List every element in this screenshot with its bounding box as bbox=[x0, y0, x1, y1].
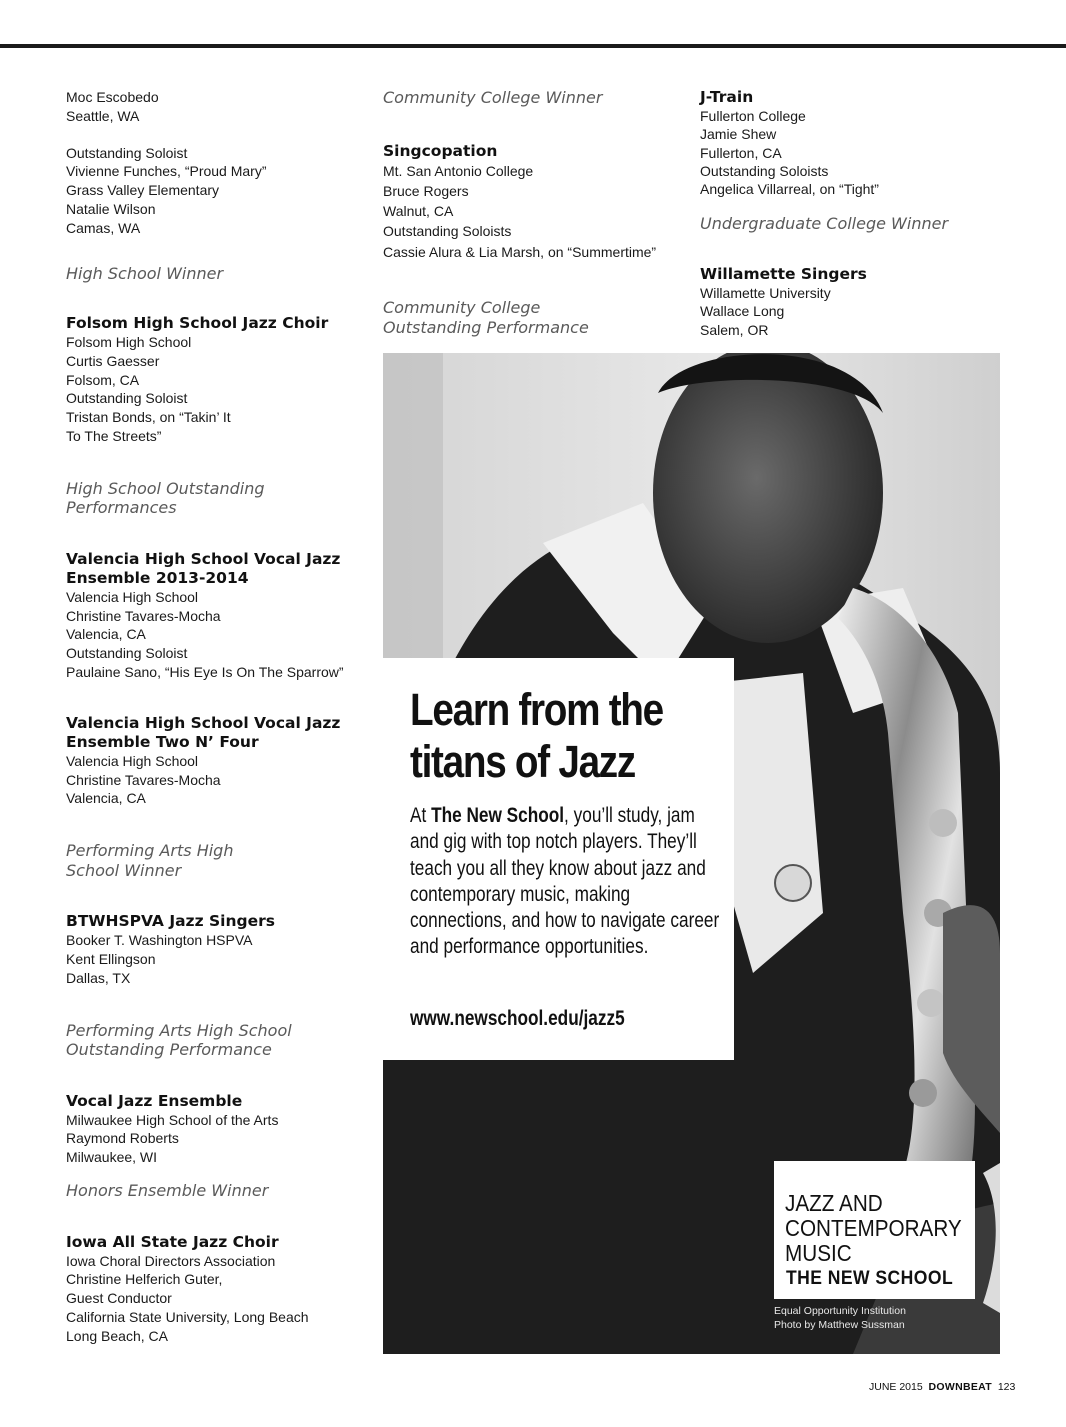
entry-line: Outstanding Soloist bbox=[66, 645, 188, 662]
entry-line: Valencia, CA bbox=[66, 790, 146, 807]
entry-iowa bbox=[66, 1252, 366, 1346]
entry-line: Valencia High School bbox=[66, 752, 199, 769]
winner-name: J-Train bbox=[700, 88, 754, 106]
entry-line: Valencia, CA bbox=[66, 626, 146, 643]
category-heading bbox=[66, 1021, 366, 1060]
top-rule bbox=[0, 44, 1066, 48]
entry-line: Moc Escobedo bbox=[66, 89, 159, 105]
entry-line: Salem, OR bbox=[700, 321, 769, 338]
entry-line: Christine Tavares-Mocha bbox=[66, 771, 221, 788]
logo-line: MUSIC bbox=[785, 1240, 852, 1266]
entry-line: Milwaukee High School of the Arts bbox=[66, 1111, 279, 1128]
page-folio bbox=[869, 1381, 1015, 1393]
new-school-logo bbox=[774, 1161, 975, 1299]
winner-name: Iowa All State Jazz Choir bbox=[66, 1232, 279, 1251]
entry-line: Christine Tavares-Mocha bbox=[66, 607, 221, 624]
entry-line: Vivienne Funches, “Proud Mary” bbox=[66, 163, 267, 180]
entry-willamette bbox=[700, 284, 1000, 339]
ad-headline bbox=[410, 684, 685, 788]
entry-line: Seattle, WA bbox=[66, 107, 140, 124]
body-rest: , you’ll study, jam and gig with top notch players. They’ll teach you all they know about jazz and contemporary music, making connections, and how to navigate career and performance opportunities. bbox=[410, 804, 720, 959]
ad-copy-panel bbox=[383, 658, 734, 1060]
entry-line: Cassie Alura & Lia Marsh, on “Summertime” bbox=[383, 243, 657, 260]
entry-line: Outstanding Soloist bbox=[66, 390, 188, 407]
folio-magazine: DOWNBEAT bbox=[928, 1381, 992, 1393]
winner-name: Singcopation bbox=[383, 141, 498, 160]
entry-line: Wallace Long bbox=[700, 303, 785, 320]
column-3 bbox=[700, 88, 1000, 339]
entry-folsom bbox=[66, 333, 366, 446]
entry-line: Tristan Bonds, on “Takin’ It bbox=[66, 409, 231, 426]
logo-program bbox=[785, 1191, 962, 1266]
fine-print-line: Equal Opportunity Institution bbox=[774, 1305, 906, 1317]
school-name: The New School bbox=[431, 804, 565, 827]
winner-name bbox=[66, 714, 366, 752]
logo-school-name: THE NEW SCHOOL bbox=[786, 1267, 954, 1289]
body-lead: At bbox=[410, 804, 432, 827]
category-heading bbox=[66, 479, 366, 518]
heading-line: Performances bbox=[66, 498, 177, 518]
entry-line: Outstanding Soloists bbox=[383, 223, 512, 240]
entry-line: California State University, Long Beach bbox=[66, 1308, 309, 1325]
entry-line: Kent Ellingson bbox=[66, 951, 156, 968]
category-heading: Community College Winner bbox=[383, 88, 603, 107]
entry-line: Guest Conductor bbox=[66, 1290, 172, 1307]
entry-line: Walnut, CA bbox=[383, 203, 454, 220]
heading-line: High School Outstanding bbox=[66, 478, 265, 498]
column-1 bbox=[66, 88, 366, 1346]
name-line: Valencia High School Vocal Jazz bbox=[66, 713, 341, 732]
logo-line: CONTEMPORARY bbox=[785, 1215, 962, 1241]
entry-line: Fullerton, CA bbox=[700, 144, 782, 161]
name-line: Ensemble 2013-2014 bbox=[66, 568, 249, 587]
entry-line: Folsom High School bbox=[66, 334, 192, 351]
entry-singcopation bbox=[383, 161, 683, 262]
entry-line: Iowa Choral Directors Association bbox=[66, 1252, 276, 1269]
entry-j-train bbox=[700, 107, 1000, 198]
entry-line: Grass Valley Elementary bbox=[66, 182, 220, 199]
winner-name: Vocal Jazz Ensemble bbox=[66, 1091, 243, 1110]
entry-btwhspva bbox=[66, 931, 366, 987]
category-heading bbox=[66, 841, 366, 880]
entry-line: Jamie Shew bbox=[700, 126, 777, 143]
category-heading: Honors Ensemble Winner bbox=[66, 1181, 269, 1201]
winner-name: Willamette Singers bbox=[700, 264, 867, 283]
entry-line: Mt. San Antonio College bbox=[383, 162, 534, 179]
entry-line: Booker T. Washington HSPVA bbox=[66, 932, 253, 949]
category-heading bbox=[383, 298, 683, 339]
entry-line: Long Beach, CA bbox=[66, 1327, 168, 1344]
logo-line: JAZZ AND bbox=[785, 1190, 883, 1216]
ad-fine-print bbox=[774, 1304, 906, 1332]
entry-line: Outstanding Soloists bbox=[700, 162, 829, 179]
heading-line: Community College bbox=[383, 297, 541, 317]
winner-name bbox=[66, 550, 366, 588]
category-heading: High School Winner bbox=[66, 263, 224, 283]
entry-line: Dallas, TX bbox=[66, 969, 131, 986]
entry-line: Raymond Roberts bbox=[66, 1130, 179, 1147]
category-heading: Undergraduate College Winner bbox=[700, 214, 949, 234]
entry-vocal-jazz-ensemble bbox=[66, 1111, 366, 1167]
column-2 bbox=[383, 88, 683, 339]
entry-valencia-1 bbox=[66, 588, 366, 682]
entry-line: Folsom, CA bbox=[66, 371, 140, 388]
entry-moc-escobedo bbox=[66, 88, 366, 126]
headline-line: titans of Jazz bbox=[410, 736, 635, 787]
heading-line: Outstanding Performance bbox=[383, 318, 589, 338]
entry-line: To The Streets” bbox=[66, 428, 162, 445]
entry-line: Natalie Wilson bbox=[66, 200, 156, 217]
ad-body-text bbox=[410, 803, 722, 961]
entry-line: Fullerton College bbox=[700, 108, 806, 124]
headline-line: Learn from the bbox=[410, 684, 663, 735]
heading-line: Performing Arts High bbox=[66, 841, 234, 861]
entry-line: Curtis Gaesser bbox=[66, 352, 160, 369]
heading-line: Outstanding Performance bbox=[66, 1040, 272, 1060]
entry-line: Camas, WA bbox=[66, 219, 141, 236]
entry-valencia-2 bbox=[66, 752, 366, 808]
fine-print-line: Photo by Matthew Sussman bbox=[774, 1319, 905, 1331]
folio-date: JUNE 2015 bbox=[869, 1381, 923, 1393]
entry-line: Paulaine Sano, “His Eye Is On The Sparrow” bbox=[66, 664, 344, 681]
new-school-advertisement bbox=[383, 353, 1000, 1354]
entry-line: Milwaukee, WI bbox=[66, 1149, 158, 1166]
folio-page-number: 123 bbox=[997, 1381, 1016, 1393]
winner-name: BTWHSPVA Jazz Singers bbox=[66, 912, 275, 931]
heading-line: Performing Arts High School bbox=[66, 1020, 292, 1040]
entry-vivienne-funches bbox=[66, 144, 366, 238]
entry-line: Valencia High School bbox=[66, 588, 199, 605]
name-line: Valencia High School Vocal Jazz bbox=[66, 549, 341, 568]
entry-line: Bruce Rogers bbox=[383, 182, 469, 199]
entry-line: Willamette University bbox=[700, 284, 831, 301]
ad-url-link[interactable]: www.newschool.edu/jazz5 bbox=[410, 1007, 625, 1030]
heading-line: School Winner bbox=[66, 860, 182, 880]
entry-line: Angelica Villarreal, on “Tight” bbox=[700, 181, 879, 198]
entry-line: Outstanding Soloist bbox=[66, 144, 188, 161]
entry-line: Christine Helferich Guter, bbox=[66, 1271, 223, 1288]
name-line: Ensemble Two N’ Four bbox=[66, 732, 259, 751]
winner-name: Folsom High School Jazz Choir bbox=[66, 314, 329, 333]
